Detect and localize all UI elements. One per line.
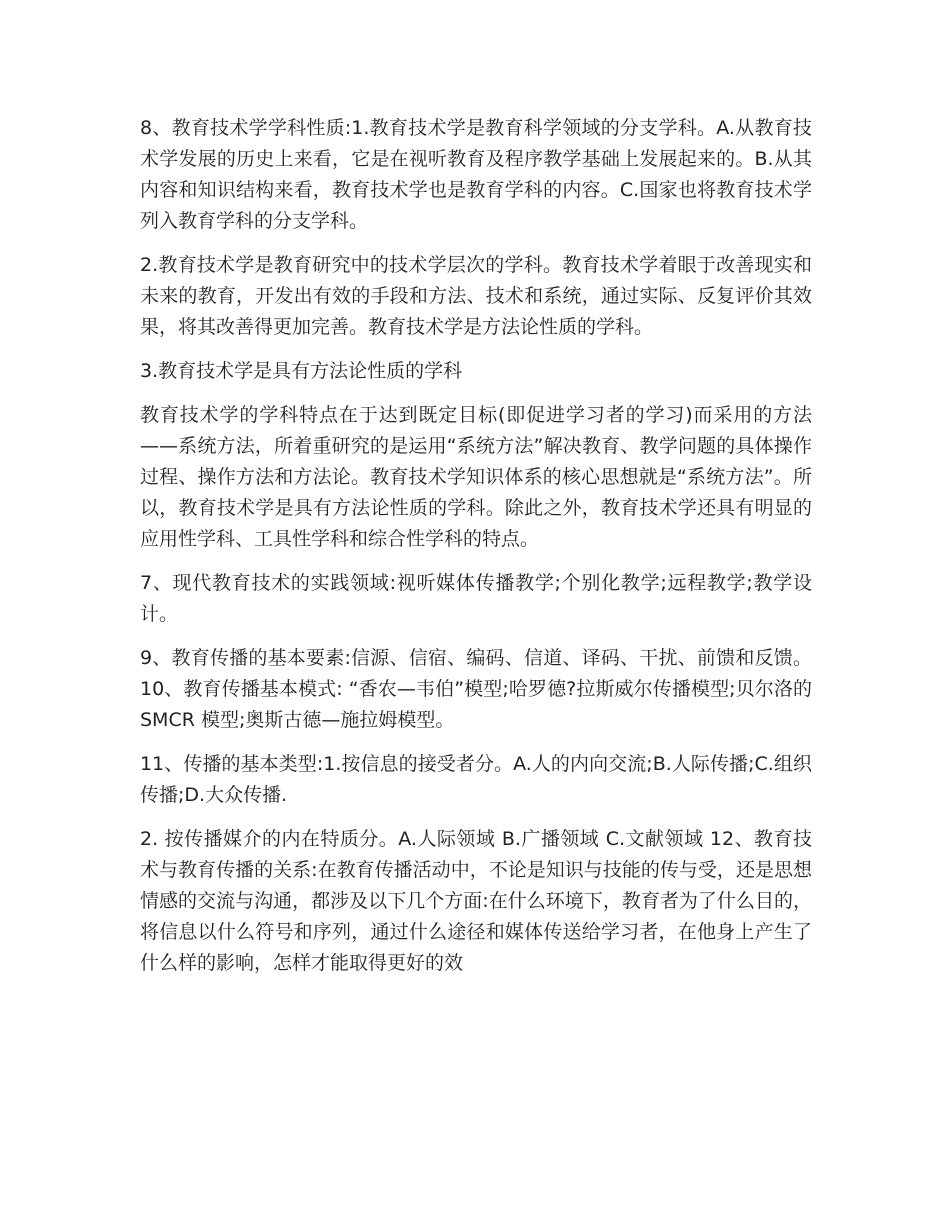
- paragraph-communication-elements: 9、教育传播的基本要素:信源、信宿、编码、信道、译码、干扰、前馈和反馈。 10、教育传播基本模式: “香农—韦伯”模型;哈罗德?拉斯威尔传播模型;贝尔洛的 SMCR 模型;奥斯古德—施拉姆模型。: [140, 647, 812, 731]
- document-page: [140, 113, 812, 992]
- paragraph-technology-level: 2.教育技术学是教育研究中的技术学层次的学科。教育技术学着眼于改善现实和未来的教育，开发出有效的手段和方法、技术和系统，通过实际、反复评价其效果，将其改善得更加完善。教育技术学是方法论性质的学科。: [140, 254, 812, 338]
- paragraph-practice-fields: 7、现代教育技术的实践领域:视听媒体传播教学;个别化教学;远程教学;教学设计。: [140, 572, 812, 625]
- paragraph-media-relationship: 2. 按传播媒介的内在特质分。A.人际领域 B.广播领域 C.文献领域 12、教育技术与教育传播的关系:在教育传播活动中，不论是知识与技能的传与受，还是思想情感的交流与沟通，都涉及以下几个方面:在什么环境下，教育者为了什么目的，将信息以什么符号和序列，通过什么途径和媒体传送给学习者，在他身上产生了什么样的影响，怎样才能取得更好的效: [140, 828, 812, 974]
- paragraph-discipline-nature: 8、教育技术学学科性质:1.教育技术学是教育科学领域的分支学科。A.从教育技术学发展的历史上来看，它是在视听教育及程序教学基础上发展起来的。B.从其内容和知识结构来看，教育技术学也是教育学科的内容。C.国家也将教育技术学列入教育学科的分支学科。: [140, 117, 812, 232]
- paragraph-methodology-heading: 3.教育技术学是具有方法论性质的学科: [140, 360, 463, 382]
- paragraph-communication-types: 11、传播的基本类型:1.按信息的接受者分。A.人的内向交流;B.人际传播;C.组织传播;D.大众传播.: [140, 753, 812, 806]
- paragraph-system-method: 教育技术学的学科特点在于达到既定目标(即促进学习者的学习)而采用的方法——系统方法，所着重研究的是运用“系统方法”解决教育、教学问题的具体操作过程、操作方法和方法论。教育技术学知识体系的核心思想就是“系统方法”。所以，教育技术学是具有方法论性质的学科。除此之外，教育技术学还具有明显的应用性学科、工具性学科和综合性学科的特点。: [140, 404, 812, 550]
